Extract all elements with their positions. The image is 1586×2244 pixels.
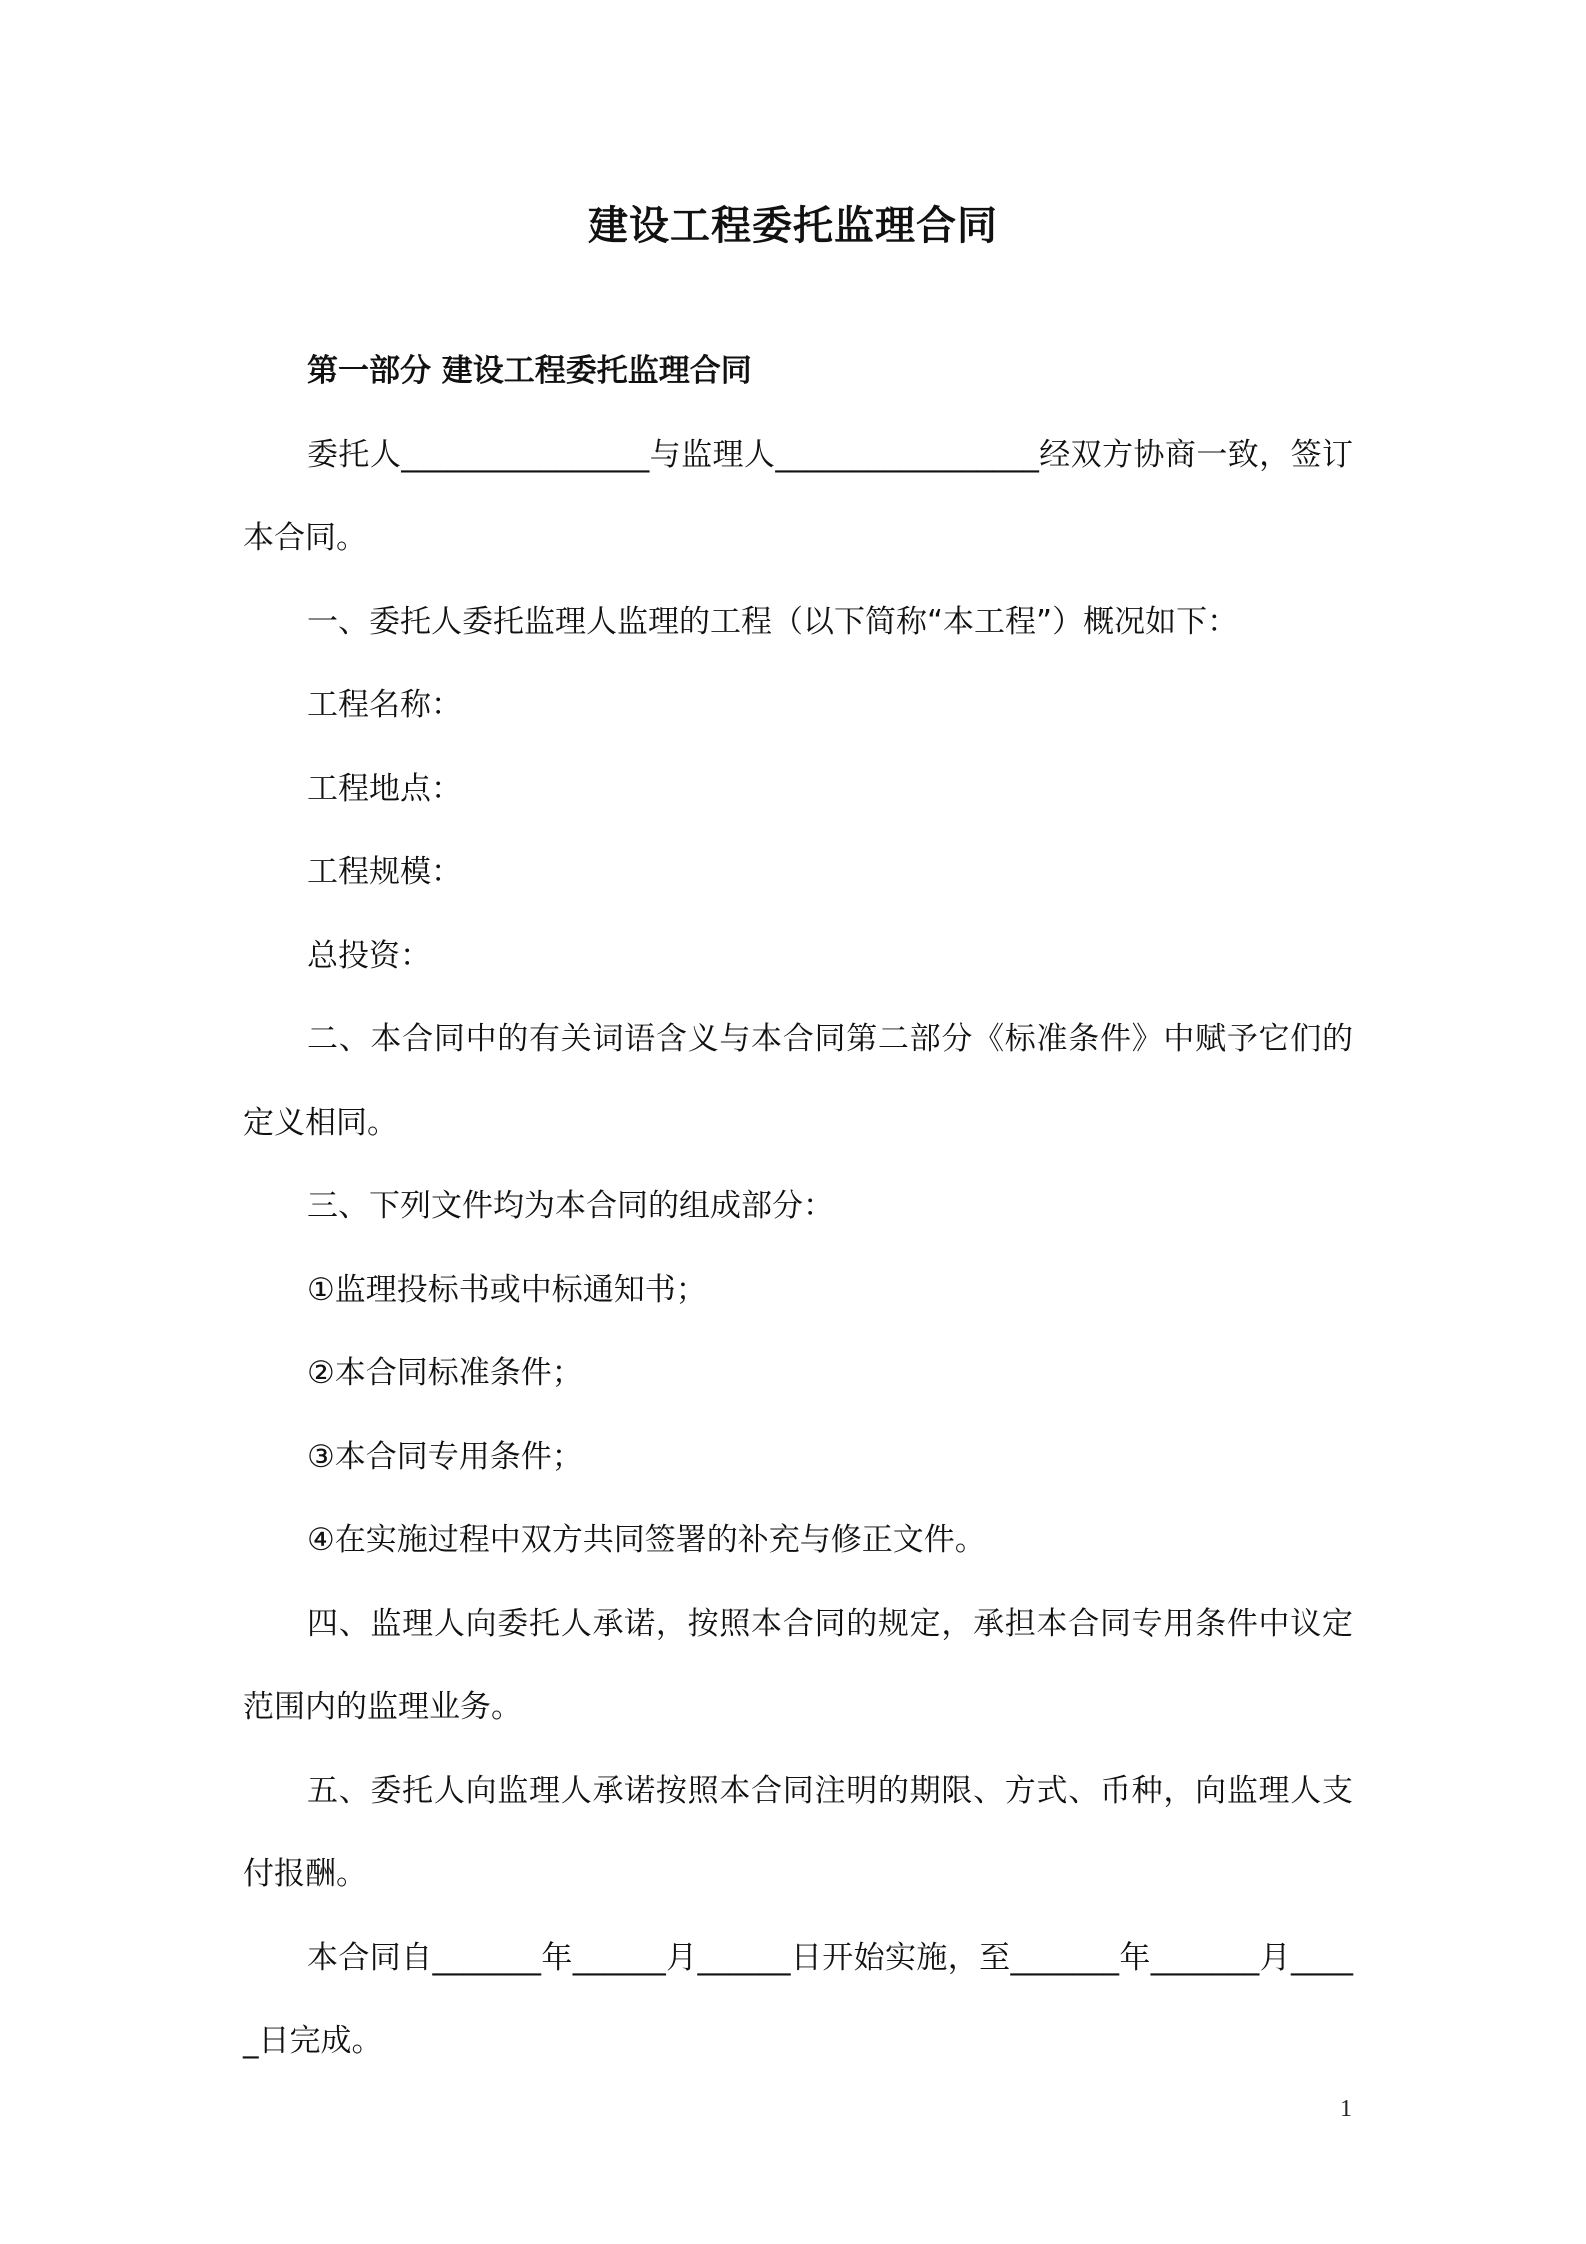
project-location-line: 工程地点： [307, 770, 462, 807]
project-name-line: 工程名称： [307, 687, 462, 723]
document-list-item: ④在实施过程中双方共同签署的补充与修正文件。 [307, 1522, 986, 1558]
clause-one: 一、委托人委托监理人监理的工程（以下简称“本工程”）概况如下： [307, 603, 1239, 640]
project-scale-line: 工程规模： [307, 854, 462, 890]
clause-five: 五、委托人向监理人承诺按照本合同注明的期限、方式、币种，向监理人支付报酬。 [243, 1772, 1353, 1892]
term-paragraph: 本合同自_______年______月______日开始实施，至_______年_______月_____日完成。 [243, 1939, 1353, 2059]
clause-two: 二、本合同中的有关词语含义与本合同第二部分《标准条件》中赋予它们的定义相同。 [243, 1021, 1353, 1141]
clause-three: 三、下列文件均为本合同的组成部分： [307, 1188, 834, 1224]
document-list-item: ①监理投标书或中标通知书； [307, 1271, 707, 1308]
document-list-item: ③本合同专用条件； [307, 1438, 583, 1475]
section-heading: 第一部分 建设工程委托监理合同 [307, 353, 752, 389]
document-title: 建设工程委托监理合同 [588, 203, 998, 249]
parties-paragraph: 委托人________________与监理人_________________经双方协商一致，签订本合同。 [243, 436, 1353, 556]
page-number: 1 [1340, 2096, 1352, 2122]
document-list-item: ②本合同标准条件； [307, 1355, 583, 1391]
clause-four: 四、监理人向委托人承诺，按照本合同的规定，承担本合同专用条件中议定范围内的监理业务。 [243, 1605, 1353, 1725]
document-body [243, 330, 1353, 2084]
total-investment-line: 总投资： [307, 937, 431, 974]
